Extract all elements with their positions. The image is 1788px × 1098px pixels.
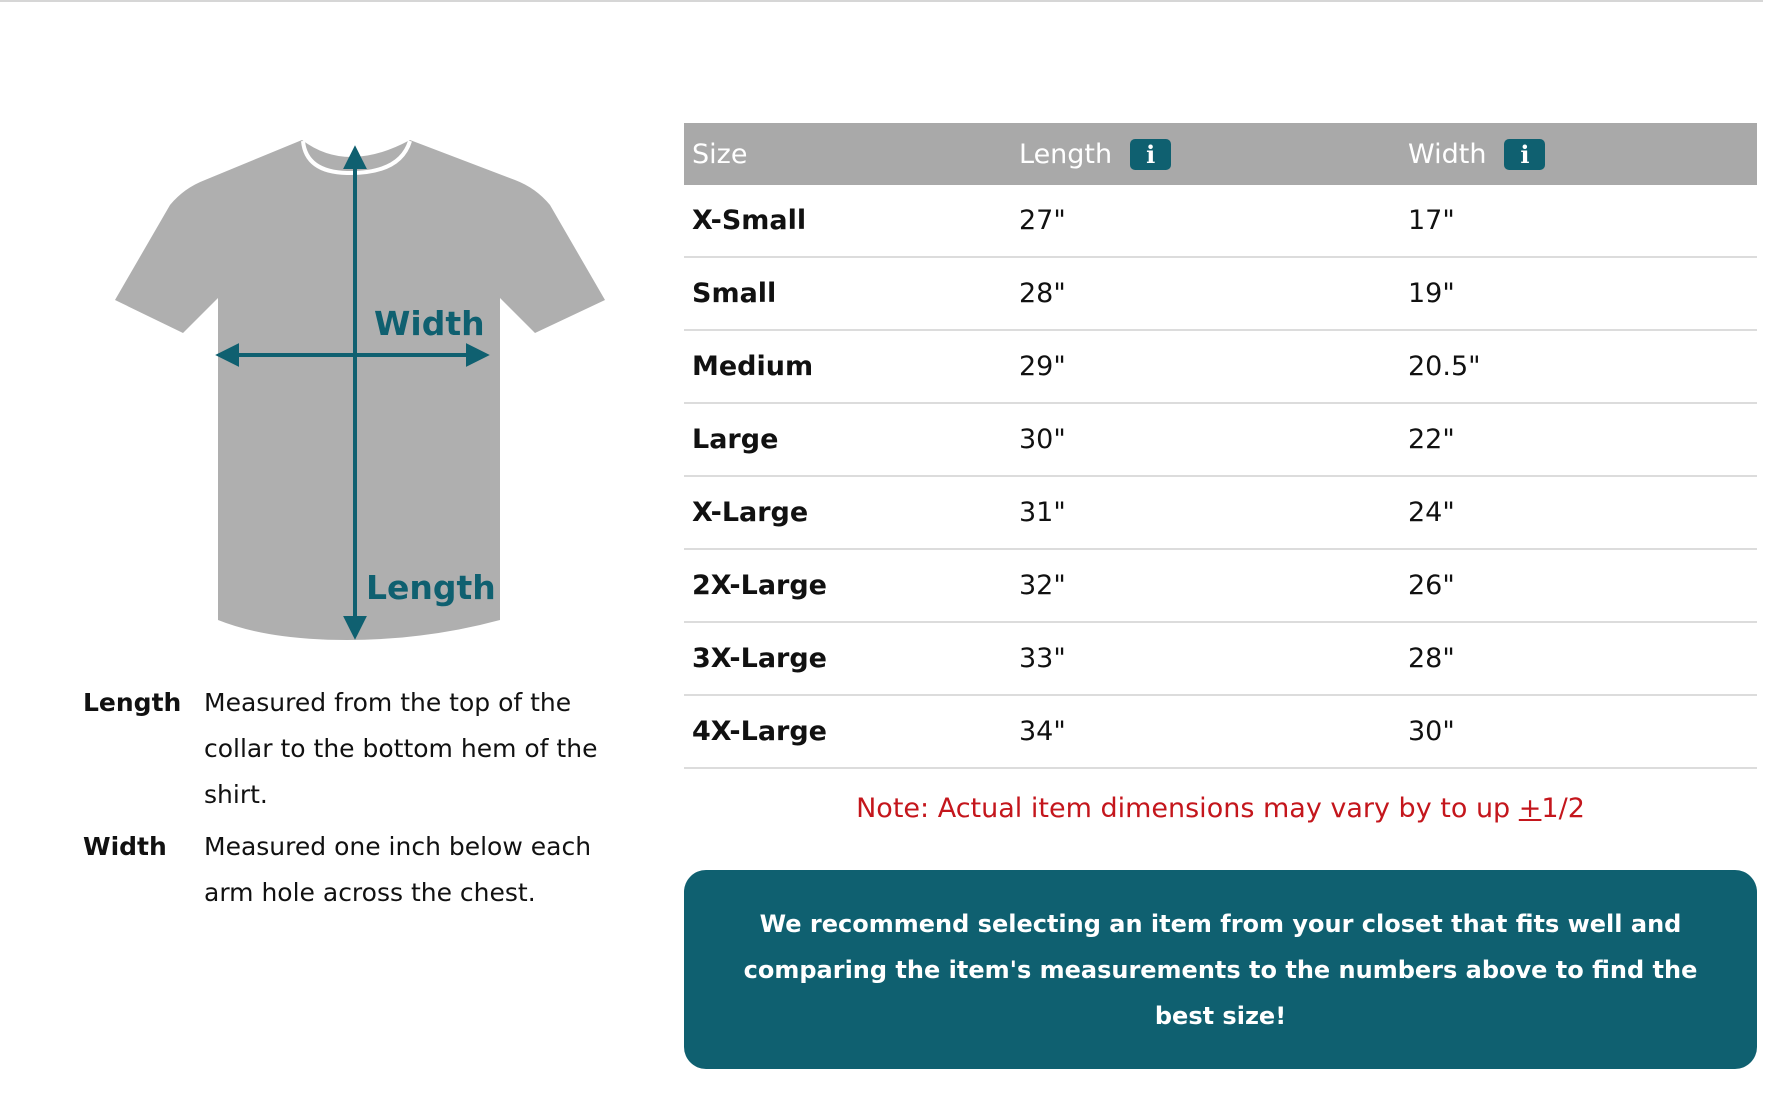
width-info-icon[interactable]: i bbox=[1504, 139, 1545, 170]
table-row bbox=[684, 403, 1757, 476]
table-row bbox=[684, 695, 1757, 768]
size-cell: Medium bbox=[684, 330, 1011, 403]
definition-term: Width bbox=[83, 832, 167, 861]
length-cell: 33" bbox=[1011, 622, 1400, 695]
width-cell: 19" bbox=[1400, 257, 1757, 330]
length-cell: 29" bbox=[1011, 330, 1400, 403]
header-size: Size bbox=[684, 123, 1011, 185]
note-prefix: Note: Actual item dimensions may vary by to up bbox=[856, 793, 1519, 824]
width-cell: 28" bbox=[1400, 622, 1757, 695]
table-row bbox=[684, 185, 1757, 257]
table-row bbox=[684, 330, 1757, 403]
note-suffix: 1/2 bbox=[1541, 793, 1585, 824]
diagram-width-label: Width bbox=[374, 304, 485, 343]
recommendation-box bbox=[684, 870, 1757, 1069]
shirt-diagram bbox=[100, 130, 610, 650]
note-plus-sign: + bbox=[1518, 793, 1542, 824]
definition-term: Length bbox=[83, 688, 182, 717]
length-cell: 34" bbox=[1011, 695, 1400, 768]
length-cell: 32" bbox=[1011, 549, 1400, 622]
length-cell: 28" bbox=[1011, 257, 1400, 330]
definition-text: Measured from the top of the collar to the bottom hem of the shirt. bbox=[204, 688, 598, 809]
width-cell: 24" bbox=[1400, 476, 1757, 549]
size-cell: 3X-Large bbox=[684, 622, 1011, 695]
size-chart-table bbox=[684, 123, 1757, 769]
length-cell: 30" bbox=[1011, 403, 1400, 476]
definition-text: Measured one inch below each arm hole across the chest. bbox=[204, 832, 592, 907]
size-cell: X-Small bbox=[684, 185, 1011, 257]
tshirt-icon bbox=[115, 140, 605, 640]
width-cell: 22" bbox=[1400, 403, 1757, 476]
definition-length bbox=[83, 680, 623, 818]
table-header-row bbox=[684, 123, 1757, 185]
size-cell: Large bbox=[684, 403, 1011, 476]
width-cell: 20.5" bbox=[1400, 330, 1757, 403]
diagram-length-label: Length bbox=[366, 568, 496, 607]
size-cell: X-Large bbox=[684, 476, 1011, 549]
table-row bbox=[684, 476, 1757, 549]
measurement-definitions bbox=[83, 680, 623, 922]
table-row bbox=[684, 622, 1757, 695]
width-cell: 17" bbox=[1400, 185, 1757, 257]
table-row bbox=[684, 257, 1757, 330]
size-cell: 2X-Large bbox=[684, 549, 1011, 622]
length-cell: 31" bbox=[1011, 476, 1400, 549]
header-width: Width i bbox=[1400, 123, 1757, 185]
size-cell: Small bbox=[684, 257, 1011, 330]
length-cell: 27" bbox=[1011, 185, 1400, 257]
length-info-icon[interactable]: i bbox=[1130, 139, 1171, 170]
width-cell: 26" bbox=[1400, 549, 1757, 622]
table-row bbox=[684, 549, 1757, 622]
definition-width bbox=[83, 824, 623, 916]
dimension-note bbox=[684, 793, 1757, 824]
tshirt-illustration bbox=[100, 130, 610, 650]
size-cell: 4X-Large bbox=[684, 695, 1011, 768]
header-length: Length i bbox=[1011, 123, 1400, 185]
top-divider bbox=[0, 0, 1763, 2]
width-cell: 30" bbox=[1400, 695, 1757, 768]
recommendation-text: We recommend selecting an item from your closet that fits well and comparing the item's measurements to the numbers above to find the best size! bbox=[743, 909, 1698, 1030]
